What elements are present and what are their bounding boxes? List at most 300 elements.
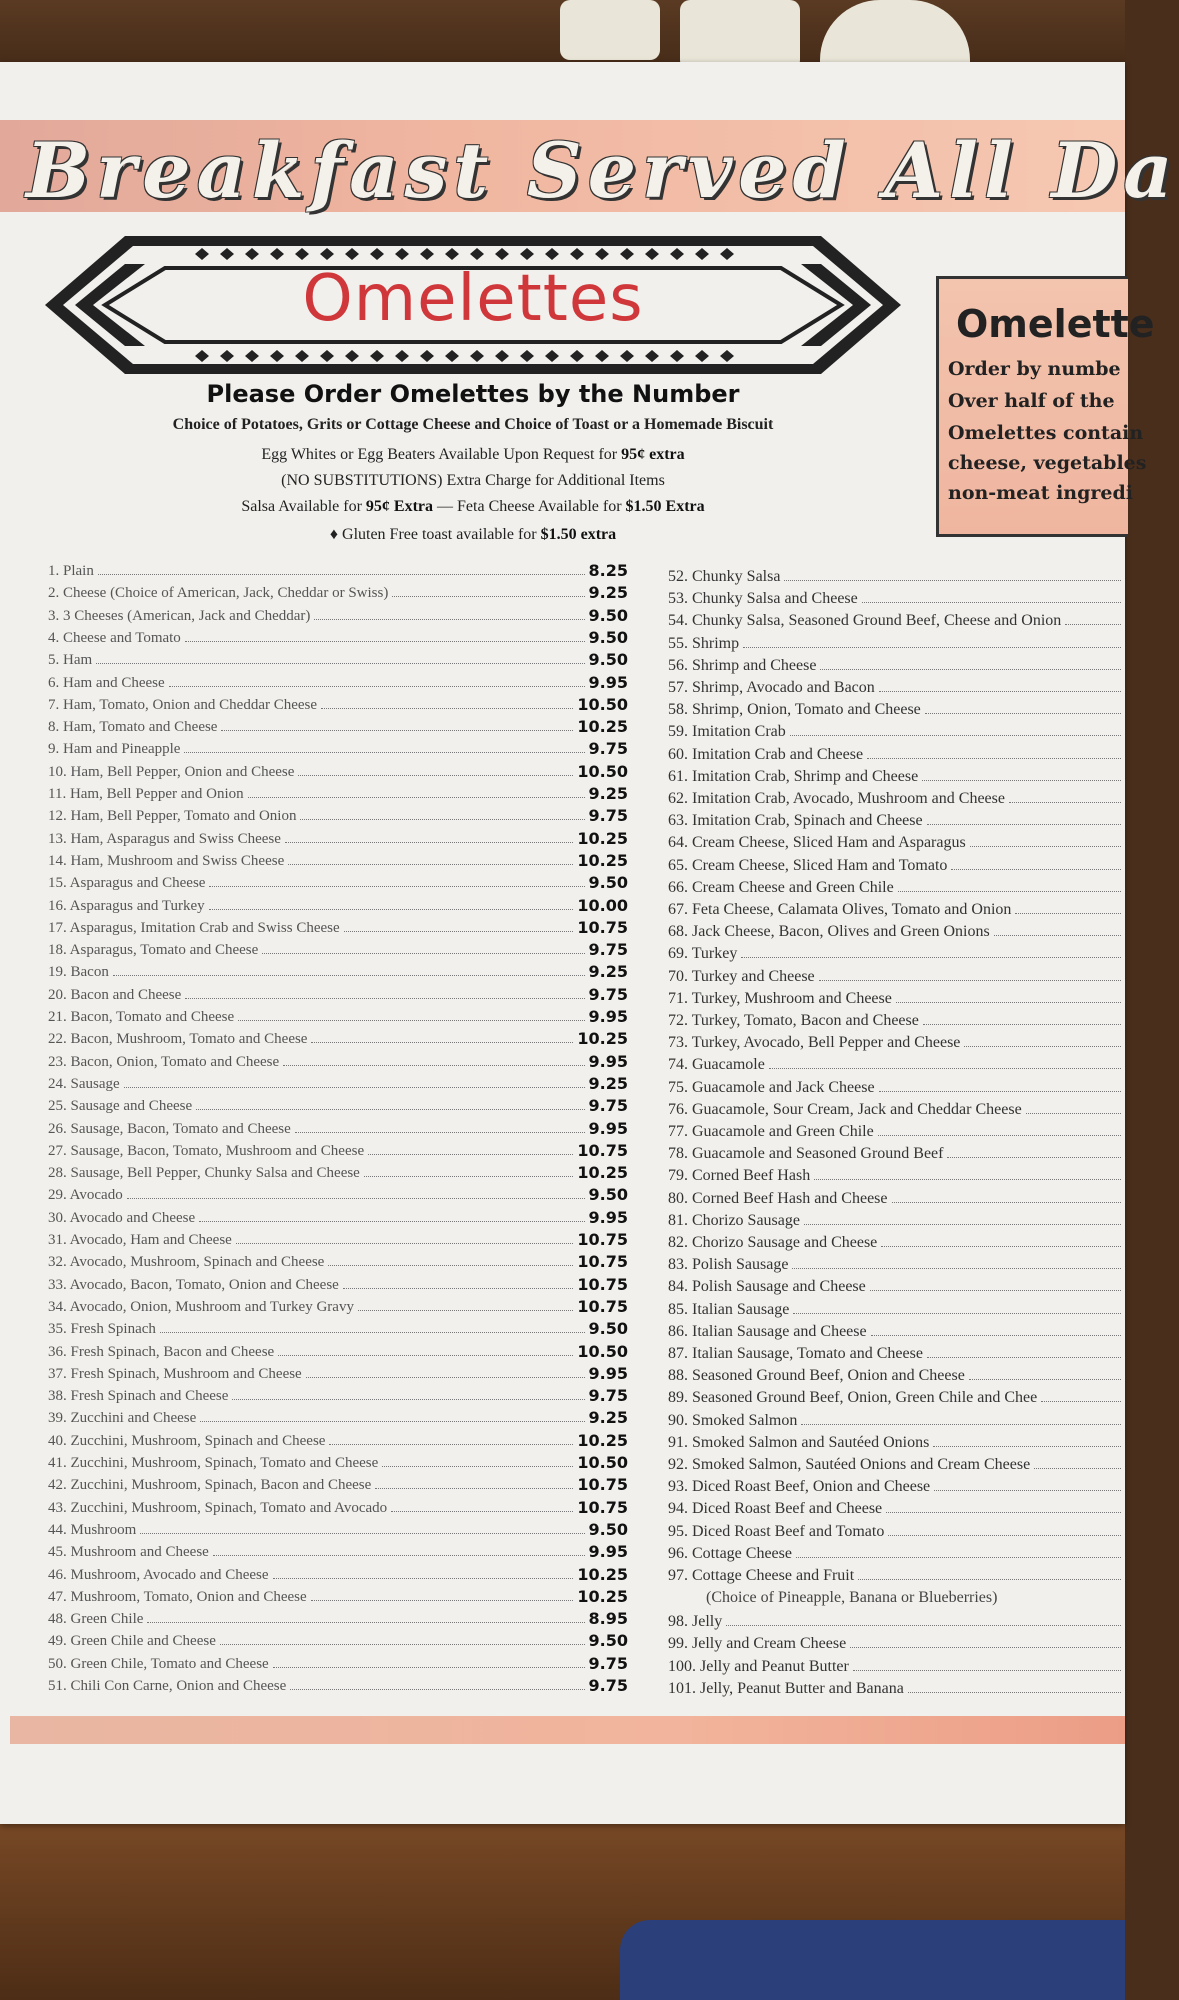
- menu-item-price: 9.95: [588, 1363, 628, 1383]
- menu-item-name: 48. Green Chile: [48, 1611, 144, 1628]
- menu-item-price: 9.95: [588, 1051, 628, 1071]
- dot-leader: [314, 619, 584, 620]
- menu-item-name: 17. Asparagus, Imitation Crab and Swiss Cheese: [48, 919, 340, 936]
- dot-leader: [1041, 1401, 1121, 1402]
- menu-item-name: 72. Turkey, Tomato, Bacon and Cheese: [668, 1012, 919, 1029]
- menu-item: [48, 716, 628, 736]
- menu-item: [668, 677, 1125, 697]
- menu-item-name: 26. Sausage, Bacon, Tomato and Cheese: [48, 1120, 291, 1137]
- menu-item-price: 9.75: [588, 1096, 628, 1116]
- menu-item: [48, 761, 628, 781]
- menu-item: [48, 1207, 628, 1227]
- menu-item: [668, 1299, 1125, 1319]
- menu-item-price: 10.25: [577, 828, 628, 848]
- menu-item: [48, 1630, 628, 1650]
- menu-item-price: 10.25: [577, 717, 628, 737]
- dot-leader: [896, 1002, 1121, 1003]
- dot-leader: [160, 1332, 585, 1333]
- dot-leader: [343, 1288, 574, 1289]
- menu-item-name: 38. Fresh Spinach and Cheese: [48, 1388, 229, 1405]
- dot-leader: [273, 1578, 574, 1579]
- menu-item-name: 4. Cheese and Tomato: [48, 629, 181, 646]
- menu-item-price: 9.95: [588, 1118, 628, 1138]
- dot-leader: [283, 1065, 584, 1066]
- dot-leader: [213, 1555, 585, 1556]
- dot-leader: [801, 1424, 1121, 1425]
- menu-item-price: 9.50: [588, 627, 628, 647]
- menu-item: [668, 832, 1125, 852]
- menu-item: [48, 1318, 628, 1338]
- dot-leader: [886, 1512, 1121, 1513]
- menu-item: [668, 588, 1125, 608]
- info-choice: Choice of Potatoes, Grits or Cottage Cheese and Choice of Toast or a Homemade Biscuit: [172, 416, 774, 433]
- menu-item: [48, 828, 628, 848]
- menu-item-name: 46. Mushroom, Avocado and Cheese: [48, 1566, 269, 1583]
- dot-leader: [790, 735, 1121, 736]
- dot-leader: [969, 1379, 1121, 1380]
- menu-item: [668, 810, 1125, 830]
- menu-item-name: 42. Zucchini, Mushroom, Spinach, Bacon and Cheese: [48, 1477, 372, 1494]
- menu-item-name: 96. Cottage Cheese: [668, 1544, 792, 1562]
- menu-item: [668, 1343, 1125, 1363]
- menu-item-name: 30. Avocado and Cheese: [48, 1209, 196, 1226]
- menu-item-name: 37. Fresh Spinach, Mushroom and Cheese: [48, 1365, 302, 1382]
- menu-item: [668, 1254, 1125, 1274]
- menu-item-price: 8.25: [588, 561, 628, 580]
- menu-item: [48, 1608, 628, 1628]
- menu-item-price: 9.95: [588, 1542, 628, 1562]
- menu-item-name: 41. Zucchini, Mushroom, Spinach, Tomato and Cheese: [48, 1455, 379, 1471]
- menu-item: [668, 1276, 1125, 1296]
- dot-leader: [1015, 913, 1121, 914]
- menu-item-name: 31. Avocado, Ham and Cheese: [48, 1232, 232, 1248]
- menu-item-name: 59. Imitation Crab: [668, 723, 786, 741]
- menu-item-price: 9.25: [588, 583, 628, 603]
- menu-item-name: 23. Bacon, Onion, Tomato and Cheese: [48, 1053, 280, 1070]
- dot-leader: [127, 1198, 585, 1199]
- menu-item-name: 10. Ham, Bell Pepper, Onion and Cheese: [48, 763, 295, 780]
- menu-item: [48, 1497, 628, 1517]
- menu-item-name: 58. Shrimp, Onion, Tomato and Cheese: [668, 701, 921, 719]
- menu-item-name: 69. Turkey: [668, 945, 738, 963]
- menu-item-name: 64. Cream Cheese, Sliced Ham and Asparagus: [668, 834, 966, 852]
- info-feta-text: — Feta Cheese Available for: [433, 498, 626, 515]
- menu-item-name: 100. Jelly and Peanut Butter: [668, 1657, 849, 1675]
- menu-item: [668, 633, 1125, 653]
- menu-item-price: 9.75: [588, 984, 628, 1004]
- menu-item: [668, 1232, 1125, 1252]
- menu-item-price: 10.25: [577, 1564, 628, 1584]
- menu-item-price: 10.25: [577, 1163, 628, 1183]
- menu-item-price: 9.50: [588, 605, 628, 625]
- dot-leader: [232, 1399, 584, 1400]
- menu-item-price: 9.50: [588, 1519, 628, 1539]
- dot-leader: [288, 864, 573, 865]
- menu-item-name: 92. Smoked Salmon, Sautéed Onions and Cream Cheese: [668, 1456, 1031, 1473]
- menu-item: [668, 966, 1125, 986]
- side-box-line: non-meat ingredi: [948, 482, 1133, 504]
- side-box-line: cheese, vegetables: [948, 452, 1147, 474]
- creamer-cup: [680, 0, 800, 70]
- menu-item-name: 82. Chorizo Sausage and Cheese: [668, 1234, 878, 1251]
- dot-leader: [1026, 1113, 1121, 1114]
- menu-item-name: 84. Polish Sausage and Cheese: [668, 1278, 866, 1296]
- menu-item: [48, 917, 628, 937]
- menu-item-name: 39. Zucchini and Cheese: [48, 1410, 197, 1427]
- menu-item: [48, 560, 628, 580]
- menu-item: [48, 1586, 628, 1606]
- dot-leader: [879, 1091, 1121, 1092]
- menu-item-name: 55. Shrimp: [668, 634, 740, 652]
- dot-leader: [862, 602, 1121, 603]
- dot-leader: [951, 869, 1121, 870]
- dot-leader: [124, 1087, 585, 1088]
- menu-item-price: 10.75: [577, 1296, 628, 1316]
- menu-item-name: 12. Ham, Bell Pepper, Tomato and Onion: [48, 808, 297, 825]
- dot-leader: [769, 1068, 1121, 1069]
- menu-item-name: 14. Ham, Mushroom and Swiss Cheese: [48, 852, 285, 869]
- dot-leader: [184, 752, 584, 753]
- menu-item-price: 10.75: [577, 1230, 628, 1249]
- menu-item: [668, 1476, 1125, 1496]
- menu-item-name: 63. Imitation Crab, Spinach and Cheese: [668, 812, 923, 830]
- menu-item-price: 10.50: [577, 1453, 628, 1472]
- menu-item-price: 9.75: [588, 1386, 628, 1406]
- dot-leader: [248, 797, 585, 798]
- dot-leader: [964, 1046, 1121, 1047]
- menu-item: [48, 605, 628, 625]
- menu-item-name: 47. Mushroom, Tomato, Onion and Cheese: [48, 1588, 307, 1605]
- dot-leader: [927, 1357, 1121, 1358]
- banner-title: Breakfast Served All Da: [26, 126, 1179, 215]
- menu-item: [48, 939, 628, 959]
- menu-item: [48, 1251, 628, 1271]
- menu-item: [48, 850, 628, 870]
- menu-item-name: 95. Diced Roast Beef and Tomato: [668, 1522, 885, 1540]
- menu-item-name: 68. Jack Cheese, Bacon, Olives and Green Onions: [668, 923, 990, 941]
- menu-item-price: 9.75: [588, 806, 628, 826]
- dot-leader: [98, 574, 585, 575]
- dot-leader: [364, 1176, 574, 1177]
- menu-item-name: 5. Ham: [48, 652, 93, 669]
- menu-item: [668, 1188, 1125, 1208]
- info-salsa-text: Salsa Available for: [241, 498, 366, 515]
- dot-leader: [96, 663, 584, 664]
- menu-item: [668, 1454, 1125, 1474]
- dot-leader: [871, 1335, 1121, 1336]
- menu-item: [48, 1474, 628, 1494]
- menu-item-name: 53. Chunky Salsa and Cheese: [668, 590, 858, 608]
- dot-leader: [820, 669, 1121, 670]
- dot-leader: [726, 1625, 1121, 1626]
- menu-item-name: 43. Zucchini, Mushroom, Spinach, Tomato and Avocado: [48, 1499, 388, 1516]
- menu-item: [668, 1543, 1125, 1563]
- menu-item-name: 1. Plain: [48, 563, 94, 579]
- menu-item: [668, 1611, 1125, 1631]
- menu-item-name: 32. Avocado, Mushroom, Spinach and Cheese: [48, 1254, 325, 1271]
- menu-item: [668, 877, 1125, 897]
- dot-leader: [908, 1692, 1121, 1693]
- dot-leader: [185, 998, 584, 999]
- menu-item-name: 75. Guacamole and Jack Cheese: [668, 1078, 875, 1096]
- menu-item-name: 99. Jelly and Cream Cheese: [668, 1635, 847, 1653]
- menu-item: [48, 1028, 628, 1048]
- menu-item-name: 80. Corned Beef Hash and Cheese: [668, 1189, 888, 1207]
- menu-item-price: 10.25: [577, 850, 628, 870]
- dot-leader: [147, 1622, 584, 1623]
- menu-item: [668, 566, 1125, 586]
- fruit-choice-note: (Choice of Pineapple, Banana or Blueberries): [706, 1589, 998, 1607]
- dot-leader: [898, 891, 1121, 892]
- menu-item: [668, 1521, 1125, 1541]
- dot-leader: [793, 1313, 1121, 1314]
- menu-item-price: 9.95: [588, 1007, 628, 1026]
- dot-leader: [881, 1246, 1121, 1247]
- menu-item-price: 9.75: [588, 940, 628, 960]
- info-feta-price: $1.50 Extra: [625, 498, 705, 515]
- menu-item-name: 70. Turkey and Cheese: [668, 967, 815, 985]
- menu-item: [668, 721, 1125, 741]
- menu-item-price: 10.75: [577, 1274, 628, 1294]
- menu-item-name: 90. Smoked Salmon: [668, 1411, 798, 1429]
- menu-item-price: 10.50: [577, 761, 628, 781]
- dot-leader: [329, 1444, 573, 1445]
- dot-leader: [295, 1132, 585, 1133]
- dot-leader: [220, 1644, 585, 1645]
- info-salsa-price: 95¢ Extra: [365, 498, 434, 515]
- menu-item-price: 10.50: [577, 1341, 628, 1361]
- dot-leader: [853, 1670, 1121, 1671]
- menu-item-name: 27. Sausage, Bacon, Tomato, Mushroom and Cheese: [48, 1142, 365, 1159]
- dot-leader: [199, 1221, 584, 1222]
- dot-leader: [209, 909, 574, 910]
- menu-item-name: 18. Asparagus, Tomato and Cheese: [48, 942, 259, 959]
- dot-leader: [321, 708, 573, 709]
- dot-leader: [927, 824, 1121, 825]
- menu-item-name: 98. Jelly: [668, 1613, 723, 1631]
- menu-item-name: 44. Mushroom: [48, 1521, 137, 1538]
- dot-leader: [925, 713, 1121, 714]
- menu-item: [668, 655, 1125, 675]
- menu-item: [48, 1564, 628, 1584]
- dot-leader: [344, 931, 574, 932]
- dot-leader: [814, 1179, 1121, 1180]
- dot-leader: [311, 1600, 574, 1601]
- menu-item: [668, 1321, 1125, 1341]
- menu-item: [668, 1032, 1125, 1052]
- menu-item: [668, 699, 1125, 719]
- dot-leader: [892, 1202, 1122, 1203]
- info-salsa: [45, 498, 901, 516]
- dot-leader: [819, 980, 1121, 981]
- dot-leader: [200, 1421, 584, 1422]
- menu-item-price: 9.50: [588, 650, 628, 670]
- menu-item: [48, 1162, 628, 1182]
- dot-leader: [1009, 802, 1121, 803]
- dot-leader: [196, 1109, 584, 1110]
- menu-item-name: 66. Cream Cheese and Green Chile: [668, 878, 894, 896]
- menu-item-name: 35. Fresh Spinach: [48, 1321, 156, 1338]
- menu-item: [48, 872, 628, 892]
- menu-item-name: 25. Sausage and Cheese: [48, 1098, 193, 1115]
- dot-leader: [867, 758, 1121, 759]
- menu-item: [668, 788, 1125, 808]
- menu-item-name: 54. Chunky Salsa, Seasoned Ground Beef, Cheese and Onion: [668, 612, 1062, 630]
- menu-item: [48, 672, 628, 692]
- menu-item: [48, 1073, 628, 1093]
- dot-leader: [285, 842, 574, 843]
- info-egg-price: 95¢ extra: [621, 446, 685, 463]
- dot-leader: [185, 641, 585, 642]
- menu-item-name: 45. Mushroom and Cheese: [48, 1544, 209, 1561]
- menu-item: [48, 1430, 628, 1450]
- dot-leader: [994, 935, 1121, 936]
- menu-item-name: 33. Avocado, Bacon, Tomato, Onion and Cheese: [48, 1276, 339, 1293]
- menu-item-price: 9.25: [588, 784, 628, 803]
- dot-leader: [262, 953, 584, 954]
- creamer-cup: [560, 0, 660, 60]
- menu-item-name: 34. Avocado, Onion, Mushroom and Turkey Gravy: [48, 1298, 354, 1315]
- menu-item-name: 16. Asparagus and Turkey: [48, 897, 205, 914]
- dot-leader: [970, 846, 1121, 847]
- menu-item-price: 10.75: [577, 1140, 628, 1160]
- menu-item-name: 51. Chili Con Carne, Onion and Cheese: [48, 1678, 287, 1694]
- menu-item: [668, 1099, 1125, 1119]
- menu-item: [48, 783, 628, 803]
- side-box-line: Omelettes contain: [948, 422, 1144, 444]
- info-gluten-price: $1.50 extra: [540, 526, 617, 543]
- menu-item: [48, 961, 628, 981]
- menu-item-price: 9.25: [588, 1408, 628, 1428]
- menu-item-name: 83. Polish Sausage: [668, 1256, 789, 1274]
- dot-leader: [375, 1488, 573, 1489]
- menu-item: [48, 1385, 628, 1405]
- menu-item-name: 52. Chunky Salsa: [668, 568, 781, 585]
- menu-item: [668, 1165, 1125, 1185]
- dot-leader: [278, 1355, 573, 1356]
- menu-item-name: 79. Corned Beef Hash: [668, 1167, 811, 1185]
- dot-leader: [298, 775, 573, 776]
- menu-item-price: 9.50: [588, 1319, 628, 1339]
- menu-item: [48, 1184, 628, 1204]
- menu-item-name: 56. Shrimp and Cheese: [668, 656, 817, 674]
- menu-item: [48, 805, 628, 825]
- menu-item-price: 10.00: [577, 895, 628, 915]
- info-no-substitutions: (NO SUBSTITUTIONS) Extra Charge for Additional Items: [281, 472, 665, 489]
- menu-item-price: 10.50: [577, 694, 628, 714]
- menu-item-name: 36. Fresh Spinach, Bacon and Cheese: [48, 1343, 275, 1360]
- section-title: Omelettes: [302, 262, 644, 336]
- menu-item-name: 15. Asparagus and Cheese: [48, 875, 206, 892]
- menu-item-name: 8. Ham, Tomato and Cheese: [48, 719, 218, 736]
- menu-item-price: 10.25: [577, 1586, 628, 1606]
- menu-item-name: 86. Italian Sausage and Cheese: [668, 1322, 867, 1340]
- dot-leader: [238, 1020, 584, 1021]
- menu-item-name: 87. Italian Sausage, Tomato and Cheese: [668, 1345, 923, 1362]
- menu-item: [668, 610, 1125, 630]
- menu-item: [48, 1229, 628, 1249]
- menu-item-name: 94. Diced Roast Beef and Cheese: [668, 1500, 883, 1518]
- menu-item-price: 9.75: [588, 739, 628, 759]
- menu-item: [48, 1675, 628, 1695]
- menu-item-name: 88. Seasoned Ground Beef, Onion and Cheese: [668, 1367, 965, 1385]
- menu-item: [668, 1565, 1125, 1585]
- dot-leader: [1065, 624, 1121, 625]
- menu-item-name: 78. Guacamole and Seasoned Ground Beef: [668, 1145, 944, 1163]
- menu-item-name: 13. Ham, Asparagus and Swiss Cheese: [48, 830, 281, 847]
- menu-item-price: 10.75: [577, 917, 628, 937]
- menu-item-price: 10.25: [577, 1029, 628, 1049]
- menu-item: [48, 738, 628, 758]
- menu-item: [668, 1010, 1125, 1030]
- menu-item-name: 2. Cheese (Choice of American, Jack, Cheddar or Swiss): [48, 585, 389, 602]
- menu-item: [48, 1274, 628, 1294]
- menu-item-price: 9.25: [588, 1073, 628, 1093]
- side-box-line: Over half of the: [948, 390, 1115, 412]
- dot-leader: [922, 780, 1121, 781]
- menu-item-price: 9.95: [588, 1207, 628, 1227]
- menu-item-price: 10.25: [577, 1430, 628, 1450]
- dot-leader: [879, 691, 1121, 692]
- menu-item-name: 57. Shrimp, Avocado and Bacon: [668, 679, 875, 696]
- menu-item-name: 6. Ham and Cheese: [48, 674, 165, 691]
- menu-item: [668, 1054, 1125, 1074]
- menu-item: [48, 1118, 628, 1138]
- menu-item: [668, 1633, 1125, 1653]
- menu-item: [48, 1051, 628, 1071]
- menu-item-price: 10.75: [577, 1497, 628, 1517]
- menu-item: [48, 1296, 628, 1316]
- menu-item: [48, 1653, 628, 1673]
- menu-item: [668, 921, 1125, 941]
- menu-item: [668, 1143, 1125, 1163]
- menu-item: [48, 1452, 628, 1472]
- menu-item: [48, 649, 628, 669]
- menu-item: [668, 943, 1125, 963]
- dot-leader: [870, 1290, 1121, 1291]
- blue-cloth: [620, 1920, 1125, 2000]
- menu-item: [48, 694, 628, 714]
- menu-item-price: 9.25: [588, 962, 628, 982]
- menu-item: [668, 766, 1125, 786]
- menu-item: [48, 1363, 628, 1383]
- dot-leader: [923, 1024, 1121, 1025]
- menu-item: [48, 895, 628, 915]
- menu-item-name: 49. Green Chile and Cheese: [48, 1633, 216, 1650]
- menu-item: [668, 1498, 1125, 1518]
- info-gluten-text: ♦ Gluten Free toast available for: [329, 526, 541, 543]
- dot-leader: [850, 1647, 1121, 1648]
- info-gluten: [45, 526, 901, 544]
- menu-item-price: 9.50: [588, 1185, 628, 1205]
- menu-item-price: 8.95: [588, 1609, 628, 1629]
- dot-leader: [796, 1557, 1121, 1558]
- menu-item-price: 10.75: [577, 1252, 628, 1272]
- menu-item-name: 29. Avocado: [48, 1187, 123, 1204]
- dot-leader: [368, 1154, 573, 1155]
- menu-item-name: 74. Guacamole: [668, 1056, 765, 1074]
- menu-item-name: 19. Bacon: [48, 964, 109, 981]
- menu-item-price: 9.75: [588, 1676, 628, 1695]
- dot-leader: [947, 1157, 1121, 1158]
- menu-item-price: 9.95: [588, 672, 628, 692]
- menu-item-name: 97. Cottage Cheese and Fruit: [668, 1567, 855, 1584]
- menu-item-name: 9. Ham and Pineapple: [48, 741, 181, 758]
- side-box-line: Order by numbe: [948, 358, 1121, 380]
- dot-leader: [792, 1268, 1121, 1269]
- menu-item: [668, 988, 1125, 1008]
- menu-item-name: 77. Guacamole and Green Chile: [668, 1123, 874, 1140]
